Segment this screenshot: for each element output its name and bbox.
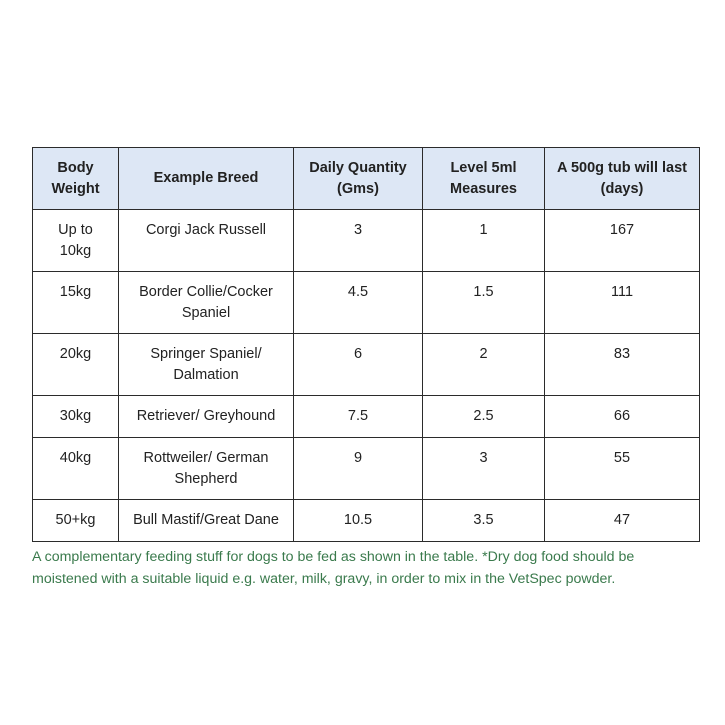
cell-daily-quantity: 3 <box>294 210 423 272</box>
cell-tub-days: 167 <box>545 210 700 272</box>
header-example-breed: Example Breed <box>119 148 294 210</box>
header-body-weight: Body Weight <box>33 148 119 210</box>
cell-tub-days: 47 <box>545 500 700 542</box>
cell-measures: 1 <box>423 210 545 272</box>
table-row <box>33 500 700 542</box>
table-row <box>33 396 700 438</box>
cell-tub-days: 111 <box>545 272 700 334</box>
cell-daily-quantity: 9 <box>294 438 423 500</box>
cell-breed: Retriever/ Greyhound <box>119 396 294 438</box>
header-tub-days: A 500g tub will last (days) <box>545 148 700 210</box>
cell-body-weight: 50+kg <box>33 500 119 542</box>
table-header-row <box>33 148 700 210</box>
cell-breed: Bull Mastif/Great Dane <box>119 500 294 542</box>
cell-daily-quantity: 10.5 <box>294 500 423 542</box>
table-row <box>33 438 700 500</box>
feeding-table <box>32 147 700 542</box>
header-daily-quantity: Daily Quantity (Gms) <box>294 148 423 210</box>
cell-body-weight: 30kg <box>33 396 119 438</box>
cell-daily-quantity: 7.5 <box>294 396 423 438</box>
cell-body-weight: Up to 10kg <box>33 210 119 272</box>
cell-breed: Rottweiler/ German Shepherd <box>119 438 294 500</box>
cell-body-weight: 20kg <box>33 334 119 396</box>
cell-measures: 2.5 <box>423 396 545 438</box>
cell-measures: 3.5 <box>423 500 545 542</box>
cell-tub-days: 55 <box>545 438 700 500</box>
cell-tub-days: 66 <box>545 396 700 438</box>
cell-measures: 3 <box>423 438 545 500</box>
cell-body-weight: 15kg <box>33 272 119 334</box>
cell-measures: 2 <box>423 334 545 396</box>
cell-tub-days: 83 <box>545 334 700 396</box>
cell-daily-quantity: 4.5 <box>294 272 423 334</box>
cell-measures: 1.5 <box>423 272 545 334</box>
cell-breed: Corgi Jack Russell <box>119 210 294 272</box>
cell-breed: Border Collie/Cocker Spaniel <box>119 272 294 334</box>
feeding-footnote: A complementary feeding stuff for dogs to be fed as shown in the table. *Dry dog food should be moistened with a suitable liquid e.g. water, milk, gravy, in order to mix in the VetSpec powder. <box>32 549 635 587</box>
table-row <box>33 210 700 272</box>
cell-daily-quantity: 6 <box>294 334 423 396</box>
header-level-measures: Level 5ml Measures <box>423 148 545 210</box>
cell-breed: Springer Spaniel/ Dalmation <box>119 334 294 396</box>
table-row <box>33 334 700 396</box>
cell-body-weight: 40kg <box>33 438 119 500</box>
table-row <box>33 272 700 334</box>
